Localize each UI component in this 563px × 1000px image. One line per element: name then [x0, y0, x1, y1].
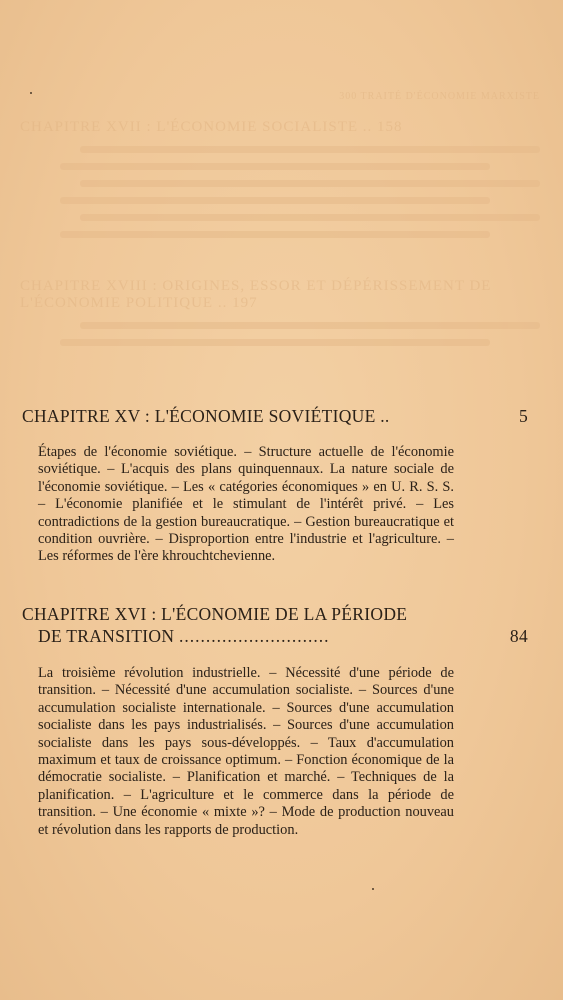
chapter-16-title: CHAPITRE XVI : L'ÉCONOMIE DE LA PÉRIODE — [22, 604, 408, 624]
chapter-15-page-number: 5 — [518, 406, 528, 426]
chapter-15-summary: Étapes de l'économie soviétique. – Structure actuelle de l'économie soviétique. – L'acquis des plans quinquennaux. La nature sociale de l'économie soviétique. – Les « catégories économiques » en U. R. S. S. – L'économie planifiée et le stimulant de l'intérêt privé. – Les contradictions de la gestion bureaucratique. – Gestion bureaucratique et condition ouvrière. – Disproportion entre l'industrie et l'agriculture. – Les réformes de l'ère khrouchtchevienne. — [38, 444, 454, 565]
chapter-15-title: CHAPITRE XV : L'ÉCONOMIE SOVIÉTIQUE .. — [22, 406, 390, 426]
ghost-bar — [80, 214, 540, 221]
dot-leaders: ............................ — [178, 626, 330, 646]
chapter-16-title-cont: DE TRANSITION — [38, 626, 175, 646]
ghost-bar — [60, 339, 490, 346]
ghost-bar — [60, 231, 490, 238]
ghost-header: 300 TRAITÉ D'ÉCONOMIE MARXISTE — [339, 91, 540, 102]
ghost-bar — [60, 197, 490, 204]
ghost-bar — [80, 180, 540, 187]
chapter-16-heading-line-2 — [38, 626, 542, 647]
ghost-bar — [60, 163, 490, 170]
chapter-16-page-number: 84 — [509, 626, 528, 646]
ghost-line-2: CHAPITRE XVIII : ORIGINES, ESSOR ET DÉPÉRISSEMENT DE L'ÉCONOMIE POLITIQUE .. 197 — [20, 278, 492, 311]
chapter-16-heading — [22, 604, 542, 625]
ghost-bar — [80, 146, 540, 153]
ghost-line-1: CHAPITRE XVII : L'ÉCONOMIE SOCIALISTE .. 158 — [20, 119, 403, 135]
bleed-through-text — [20, 88, 540, 388]
chapter-16-summary: La troisième révolution industrielle. – Nécessité d'une période de transition. – Nécessité d'une accumulation socialiste. – Sources d'une accumulation socialiste internationale. – Sources d'une accumulation socialiste dans les pays industrialisés. – Sources d'une accumulation socialiste dans les pays sous-développés. – Taux d'accumulation maximum et taux de croissance optimum. – Fonction économique de la démocratie socialiste. – Planification et marché. – Techniques de la planification. – L'agriculture et le commerce dans la période de transition. – Une économie « mixte »? – Mode de production nouveau et révolution dans les rapports de production. — [38, 665, 454, 838]
paper-speck — [30, 92, 32, 94]
chapter-15-heading — [22, 406, 542, 427]
ghost-bar — [80, 322, 540, 329]
paper-speck — [372, 888, 374, 890]
